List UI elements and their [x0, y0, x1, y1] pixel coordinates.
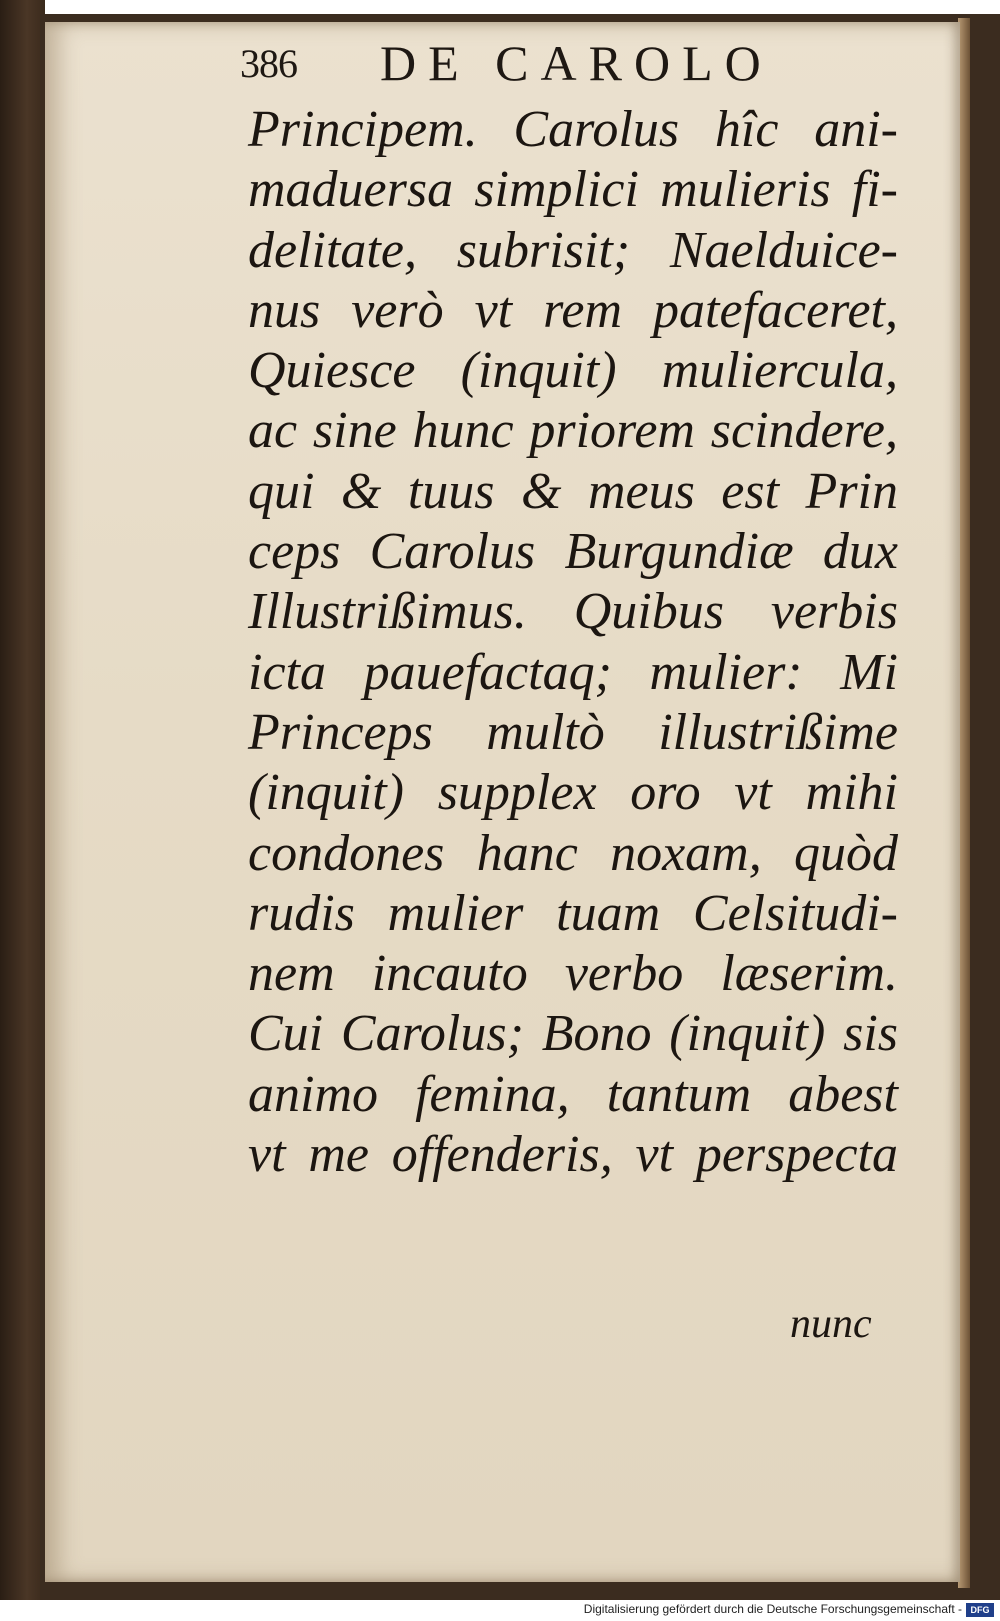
text-line: vt me offenderis, vt perspecta — [248, 1126, 898, 1184]
text-line: delitate, subrisit; Naelduice- — [248, 221, 898, 279]
text-line: Cui Carolus; Bono (inquit) sis — [248, 1005, 898, 1063]
text-line: ac sine hunc priorem scindere, — [248, 402, 898, 460]
running-head: DE CAROLO — [380, 35, 773, 91]
dfg-logo: DFG — [966, 1603, 994, 1617]
funding-credit: Digitalisierung gefördert durch die Deutsche Forschungsgemeinschaft - — [583, 1602, 962, 1616]
text-line: nus verò vt rem patefaceret, — [248, 281, 898, 339]
text-line: Principem. Carolus hîc ani- — [248, 101, 898, 158]
page-number: 386 — [240, 41, 297, 86]
text-line: icta pauefactaq; mulier: Mi — [248, 643, 898, 701]
body-text — [248, 100, 898, 1185]
text-line: maduersa simplici mulieris fi- — [248, 161, 898, 219]
text-line: rudis mulier tuam Celsitudi- — [248, 884, 898, 942]
text-line: Quiesce (inquit) muliercula, — [248, 342, 898, 400]
scan-background-left — [0, 0, 45, 1600]
text-line: nem incauto verbo læserim. — [248, 945, 898, 1003]
text-line: qui & tuus & meus est Prin — [248, 462, 898, 520]
text-line: animo femina, tantum abest — [248, 1065, 898, 1123]
digitization-footer — [0, 1600, 1000, 1621]
text-line: Princeps multò illustrißime — [248, 703, 898, 761]
text-line: ceps Carolus Burgundiæ dux — [248, 523, 898, 581]
page-header — [240, 28, 880, 98]
catchword: nunc — [790, 1301, 872, 1347]
text-line: (inquit) supplex oro vt mihi — [248, 764, 898, 822]
text-line: condones hanc noxam, quòd — [248, 824, 898, 882]
text-line: Illustrißimus. Quibus verbis — [248, 583, 898, 641]
